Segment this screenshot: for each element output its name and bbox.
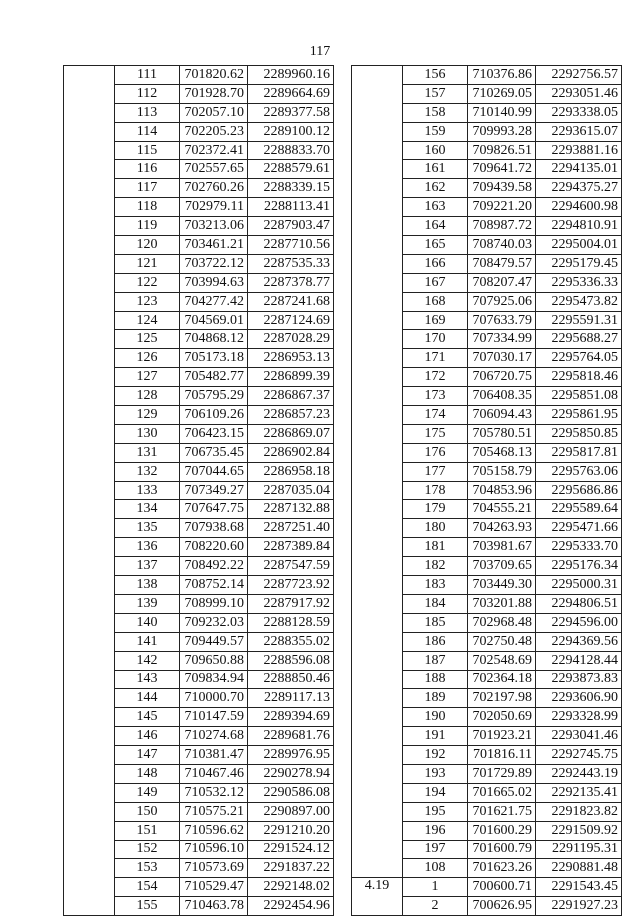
point-number: 149 [115,783,180,802]
coordinate-y: 2295176.34 [536,557,622,576]
coordinate-y: 2293606.90 [536,689,622,708]
coordinate-y: 2294806.51 [536,594,622,613]
coordinate-x: 702364.18 [468,670,536,689]
coordinate-y: 2288355.02 [248,632,334,651]
coordinate-y: 2289960.16 [248,66,334,85]
point-number: 117 [115,179,180,198]
coordinate-x: 701729.89 [468,764,536,783]
coordinate-x: 705795.29 [180,387,248,406]
coordinate-x: 708479.57 [468,254,536,273]
coordinate-x: 710532.12 [180,783,248,802]
point-number: 139 [115,594,180,613]
coordinate-y: 2286867.37 [248,387,334,406]
coordinate-y: 2291823.82 [536,802,622,821]
point-number: 191 [403,727,468,746]
point-number: 128 [115,387,180,406]
point-number: 173 [403,387,468,406]
point-number: 138 [115,576,180,595]
point-number: 177 [403,462,468,481]
point-number: 168 [403,292,468,311]
coordinate-y: 2295333.70 [536,538,622,557]
coordinate-x: 710467.46 [180,764,248,783]
coordinate-x: 708752.14 [180,576,248,595]
point-number: 186 [403,632,468,651]
coordinate-x: 705482.77 [180,368,248,387]
coordinate-y: 2287723.92 [248,576,334,595]
point-number: 112 [115,84,180,103]
coordinate-y: 2295179.45 [536,254,622,273]
coordinate-x: 710596.62 [180,821,248,840]
coordinate-x: 700626.95 [468,897,536,916]
coordinate-y: 2287124.69 [248,311,334,330]
point-number: 161 [403,160,468,179]
page-number: 117 [309,44,331,59]
coordinate-y: 2293873.83 [536,670,622,689]
coordinate-y: 2289377.58 [248,103,334,122]
coordinate-x: 704569.01 [180,311,248,330]
coordinate-y: 2288579.61 [248,160,334,179]
point-number: 144 [115,689,180,708]
coordinate-y: 2291509.92 [536,821,622,840]
coordinate-x: 707334.99 [468,330,536,349]
point-number: 155 [115,897,180,916]
coordinate-x: 703722.12 [180,254,248,273]
point-number: 178 [403,481,468,500]
point-number: 193 [403,764,468,783]
coordinate-x: 701820.62 [180,66,248,85]
coordinate-x: 701928.70 [180,84,248,103]
coordinate-y: 2291837.22 [248,859,334,878]
point-number: 192 [403,746,468,765]
coordinate-y: 2295589.64 [536,500,622,519]
point-number: 158 [403,103,468,122]
coordinate-x: 709993.28 [468,122,536,141]
point-number: 133 [115,481,180,500]
point-number: 146 [115,727,180,746]
coordinate-x: 702548.69 [468,651,536,670]
point-number: 118 [115,198,180,217]
coordinate-y: 2295763.06 [536,462,622,481]
coordinate-x: 704555.21 [468,500,536,519]
coordinate-x: 706423.15 [180,424,248,443]
coordinate-y: 2286869.07 [248,424,334,443]
coordinate-x: 710274.68 [180,727,248,746]
coordinate-y: 2293328.99 [536,708,622,727]
coordinate-y: 2295473.82 [536,292,622,311]
coordinate-x: 709650.88 [180,651,248,670]
coordinate-x: 701600.79 [468,840,536,859]
point-number: 115 [115,141,180,160]
point-number: 163 [403,198,468,217]
point-number: 116 [115,160,180,179]
coordinate-x: 705468.13 [468,443,536,462]
coordinate-y: 2292443.19 [536,764,622,783]
point-number: 135 [115,519,180,538]
point-number: 113 [115,103,180,122]
coordinate-x: 702760.26 [180,179,248,198]
point-number: 185 [403,613,468,632]
coordinate-x: 703449.30 [468,576,536,595]
left-coordinates-table [63,65,334,916]
coordinate-y: 2289681.76 [248,727,334,746]
coordinate-x: 707044.65 [180,462,248,481]
coordinate-y: 2292148.02 [248,878,334,897]
coordinate-y: 2287710.56 [248,236,334,255]
coordinate-x: 707633.79 [468,311,536,330]
coordinate-y: 2295591.31 [536,311,622,330]
coordinate-y: 2294128.44 [536,651,622,670]
point-number: 165 [403,236,468,255]
point-number: 111 [115,66,180,85]
point-number: 188 [403,670,468,689]
coordinate-y: 2288596.08 [248,651,334,670]
coordinate-y: 2295004.01 [536,236,622,255]
point-number: 142 [115,651,180,670]
coordinate-y: 2290881.48 [536,859,622,878]
coordinate-x: 708492.22 [180,557,248,576]
coordinate-y: 2291210.20 [248,821,334,840]
coordinate-x: 701623.26 [468,859,536,878]
point-number: 182 [403,557,468,576]
coordinate-y: 2286953.13 [248,349,334,368]
point-number: 125 [115,330,180,349]
right-coordinates-table [351,65,622,916]
group-cell [64,66,115,916]
point-number: 150 [115,802,180,821]
coordinate-y: 2288113.41 [248,198,334,217]
group-label-cell: 4.19 [352,878,403,916]
coordinate-y: 2293041.46 [536,727,622,746]
coordinate-x: 704868.12 [180,330,248,349]
point-number: 172 [403,368,468,387]
point-number: 180 [403,519,468,538]
coordinate-y: 2295688.27 [536,330,622,349]
coordinate-x: 701816.11 [468,746,536,765]
coordinate-x: 709826.51 [468,141,536,160]
coordinate-y: 2290278.94 [248,764,334,783]
coordinate-x: 710575.21 [180,802,248,821]
coordinate-x: 710269.05 [468,84,536,103]
coordinate-x: 708740.03 [468,236,536,255]
coordinate-y: 2286902.84 [248,443,334,462]
point-number: 126 [115,349,180,368]
point-number: 190 [403,708,468,727]
point-number: 170 [403,330,468,349]
point-number: 140 [115,613,180,632]
coordinate-x: 702057.10 [180,103,248,122]
coordinate-y: 2287028.29 [248,330,334,349]
coordinate-x: 710463.78 [180,897,248,916]
point-number: 122 [115,273,180,292]
coordinate-y: 2286899.39 [248,368,334,387]
coordinate-y: 2287241.68 [248,292,334,311]
coordinate-x: 709232.03 [180,613,248,632]
point-number: 132 [115,462,180,481]
point-number: 184 [403,594,468,613]
point-number: 131 [115,443,180,462]
point-number: 121 [115,254,180,273]
point-number: 176 [403,443,468,462]
coordinate-y: 2286857.23 [248,406,334,425]
coordinate-x: 707349.27 [180,481,248,500]
point-number: 159 [403,122,468,141]
coordinate-y: 2294810.91 [536,217,622,236]
coordinate-x: 707925.06 [468,292,536,311]
table-row [64,66,334,85]
point-number: 183 [403,576,468,595]
coordinate-y: 2295764.05 [536,349,622,368]
coordinate-x: 709834.94 [180,670,248,689]
coordinate-x: 709439.58 [468,179,536,198]
coordinate-y: 2294596.00 [536,613,622,632]
coordinate-x: 703213.06 [180,217,248,236]
point-number: 171 [403,349,468,368]
coordinate-y: 2294135.01 [536,160,622,179]
coordinate-x: 702750.48 [468,632,536,651]
point-number: 179 [403,500,468,519]
coordinate-x: 708207.47 [468,273,536,292]
coordinate-x: 705173.18 [180,349,248,368]
coordinate-x: 708999.10 [180,594,248,613]
point-number: 175 [403,424,468,443]
point-number: 108 [403,859,468,878]
coordinate-y: 2294369.56 [536,632,622,651]
coordinate-x: 702968.48 [468,613,536,632]
coordinate-x: 702197.98 [468,689,536,708]
point-number: 119 [115,217,180,236]
coordinate-y: 2287132.88 [248,500,334,519]
coordinate-x: 707647.75 [180,500,248,519]
coordinate-y: 2295000.31 [536,576,622,595]
point-number: 156 [403,66,468,85]
coordinate-y: 2288128.59 [248,613,334,632]
coordinate-x: 706720.75 [468,368,536,387]
point-number: 152 [115,840,180,859]
coordinate-y: 2289117.13 [248,689,334,708]
point-number: 120 [115,236,180,255]
coordinate-x: 703981.67 [468,538,536,557]
coordinate-x: 705780.51 [468,424,536,443]
point-number: 164 [403,217,468,236]
point-number: 157 [403,84,468,103]
point-number: 187 [403,651,468,670]
coordinate-y: 2295336.33 [536,273,622,292]
coordinate-y: 2287903.47 [248,217,334,236]
point-number: 162 [403,179,468,198]
coordinate-x: 701600.29 [468,821,536,840]
coordinate-x: 710376.86 [468,66,536,85]
point-number: 137 [115,557,180,576]
coordinate-y: 2287035.04 [248,481,334,500]
point-number: 2 [403,897,468,916]
coordinate-x: 704853.96 [468,481,536,500]
coordinate-x: 707030.17 [468,349,536,368]
point-number: 151 [115,821,180,840]
coordinate-y: 2295851.08 [536,387,622,406]
point-number: 130 [115,424,180,443]
coordinate-x: 702205.23 [180,122,248,141]
coordinate-y: 2288339.15 [248,179,334,198]
coordinate-y: 2287547.59 [248,557,334,576]
coordinate-x: 702557.65 [180,160,248,179]
coordinate-x: 708220.60 [180,538,248,557]
coordinate-y: 2290586.08 [248,783,334,802]
point-number: 160 [403,141,468,160]
coordinate-y: 2295471.66 [536,519,622,538]
coordinate-y: 2293051.46 [536,84,622,103]
coordinate-x: 710381.47 [180,746,248,765]
coordinate-x: 709641.72 [468,160,536,179]
coordinate-x: 700600.71 [468,878,536,897]
coordinate-y: 2289664.69 [248,84,334,103]
coordinate-x: 704277.42 [180,292,248,311]
point-number: 148 [115,764,180,783]
point-number: 129 [115,406,180,425]
point-number: 141 [115,632,180,651]
point-number: 174 [403,406,468,425]
coordinate-x: 710000.70 [180,689,248,708]
coordinate-x: 702372.41 [180,141,248,160]
coordinate-y: 2287251.40 [248,519,334,538]
coordinate-x: 710147.59 [180,708,248,727]
coordinate-y: 2295861.95 [536,406,622,425]
point-number: 145 [115,708,180,727]
coordinate-y: 2291543.45 [536,878,622,897]
coordinate-x: 706408.35 [468,387,536,406]
coordinate-x: 709449.57 [180,632,248,651]
point-number: 189 [403,689,468,708]
coordinate-x: 706094.43 [468,406,536,425]
coordinate-y: 2295686.86 [536,481,622,500]
point-number: 127 [115,368,180,387]
point-number: 143 [115,670,180,689]
coordinate-y: 2293615.07 [536,122,622,141]
coordinate-y: 2289100.12 [248,122,334,141]
coordinate-y: 2295850.85 [536,424,622,443]
coordinate-y: 2291195.31 [536,840,622,859]
coordinate-y: 2294600.98 [536,198,622,217]
coordinate-y: 2292756.57 [536,66,622,85]
coordinate-y: 2295818.46 [536,368,622,387]
coordinate-x: 708987.72 [468,217,536,236]
point-number: 166 [403,254,468,273]
point-number: 197 [403,840,468,859]
coordinate-y: 2288833.70 [248,141,334,160]
point-number: 123 [115,292,180,311]
coordinate-y: 2292745.75 [536,746,622,765]
coordinate-y: 2289976.95 [248,746,334,765]
coordinate-x: 701665.02 [468,783,536,802]
point-number: 196 [403,821,468,840]
table-row [352,878,622,897]
point-number: 114 [115,122,180,141]
coordinate-x: 703709.65 [468,557,536,576]
coordinate-x: 703201.88 [468,594,536,613]
point-number: 169 [403,311,468,330]
coordinate-y: 2291927.23 [536,897,622,916]
point-number: 153 [115,859,180,878]
coordinate-x: 705158.79 [468,462,536,481]
coordinate-y: 2291524.12 [248,840,334,859]
coordinate-y: 2288850.46 [248,670,334,689]
coordinate-y: 2286958.18 [248,462,334,481]
coordinate-y: 2292135.41 [536,783,622,802]
coordinate-x: 710529.47 [180,878,248,897]
point-number: 124 [115,311,180,330]
point-number: 136 [115,538,180,557]
coordinate-x: 703461.21 [180,236,248,255]
coordinate-x: 706735.45 [180,443,248,462]
coordinate-y: 2287389.84 [248,538,334,557]
coordinate-x: 710140.99 [468,103,536,122]
group-cell [352,66,403,878]
coordinate-y: 2289394.69 [248,708,334,727]
point-number: 134 [115,500,180,519]
coordinate-y: 2293881.16 [536,141,622,160]
coordinate-y: 2293338.05 [536,103,622,122]
point-number: 194 [403,783,468,802]
coordinate-y: 2287917.92 [248,594,334,613]
point-number: 167 [403,273,468,292]
point-number: 1 [403,878,468,897]
table-row [352,66,622,85]
point-number: 181 [403,538,468,557]
coordinate-y: 2294375.27 [536,179,622,198]
point-number: 147 [115,746,180,765]
coordinate-y: 2292454.96 [248,897,334,916]
coordinate-x: 709221.20 [468,198,536,217]
coordinate-x: 702050.69 [468,708,536,727]
coordinate-y: 2295817.81 [536,443,622,462]
coordinate-y: 2287378.77 [248,273,334,292]
point-number: 154 [115,878,180,897]
coordinate-x: 701923.21 [468,727,536,746]
coordinate-x: 710573.69 [180,859,248,878]
coordinate-x: 702979.11 [180,198,248,217]
point-number: 195 [403,802,468,821]
coordinate-x: 704263.93 [468,519,536,538]
coordinate-x: 707938.68 [180,519,248,538]
coordinate-y: 2287535.33 [248,254,334,273]
coordinate-x: 703994.63 [180,273,248,292]
coordinate-x: 706109.26 [180,406,248,425]
coordinate-y: 2290897.00 [248,802,334,821]
coordinate-x: 701621.75 [468,802,536,821]
coordinate-x: 710596.10 [180,840,248,859]
